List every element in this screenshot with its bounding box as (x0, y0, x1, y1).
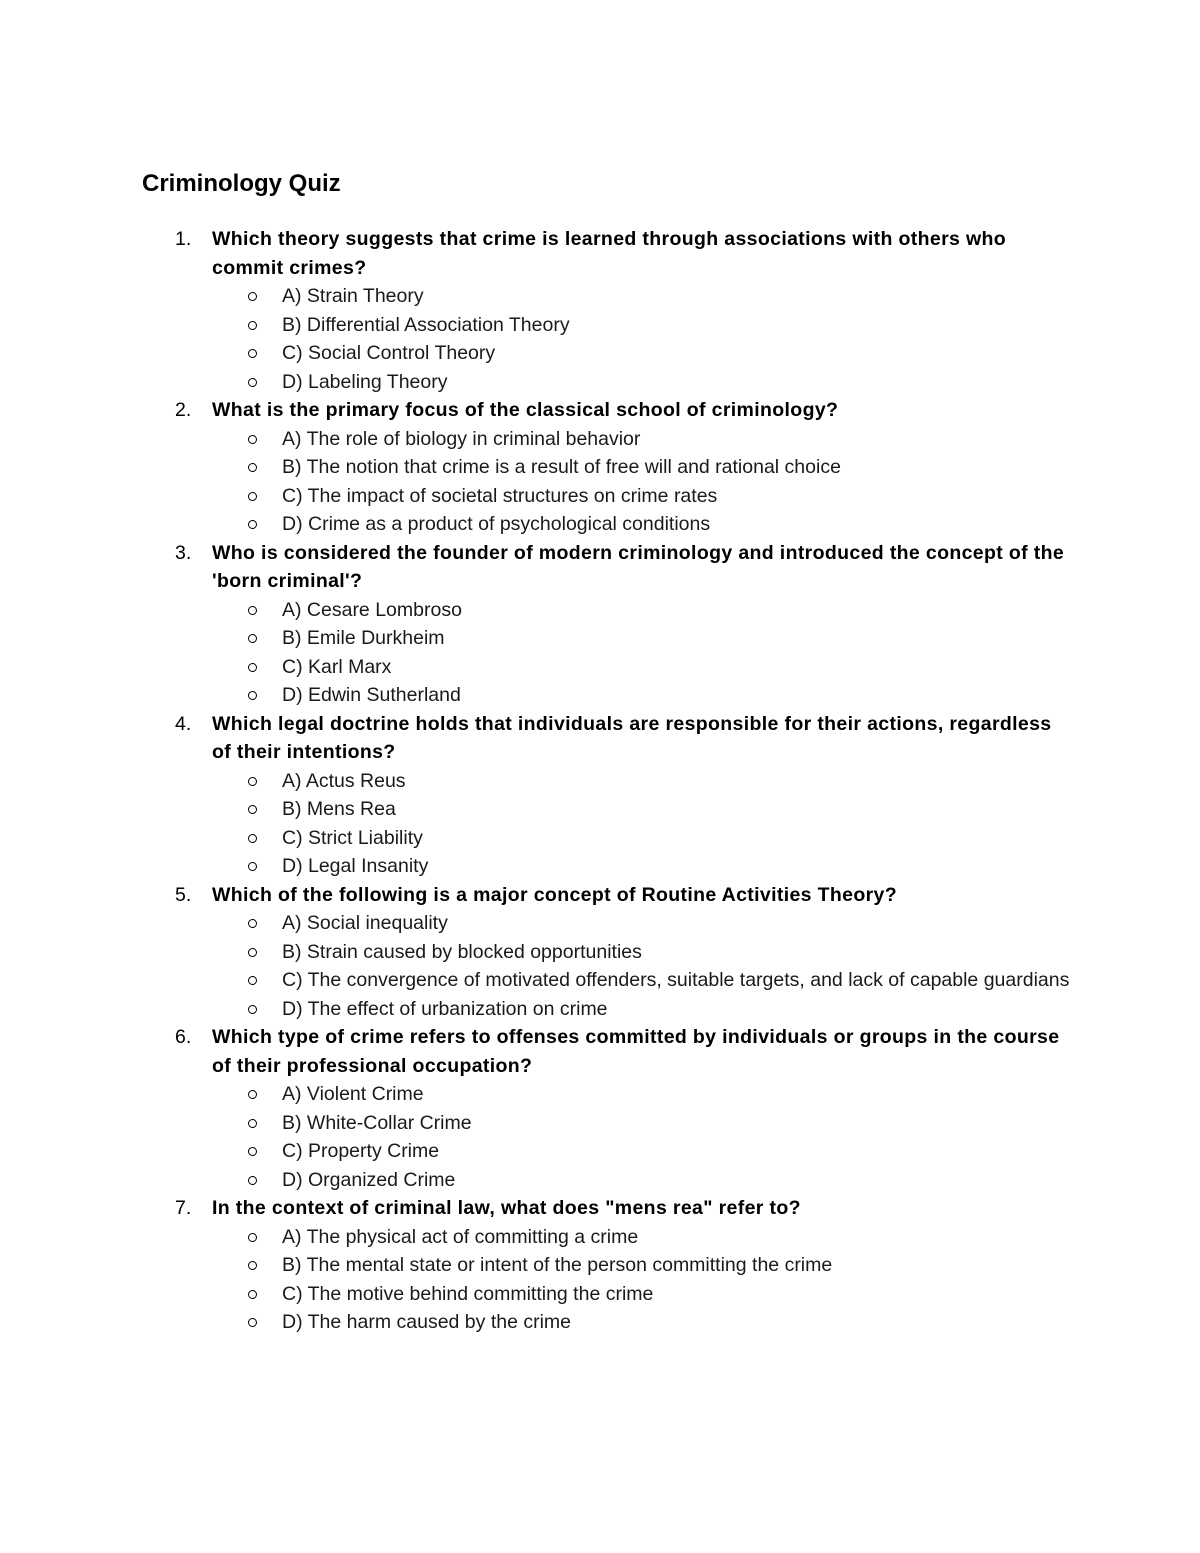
question-number: 2. (175, 399, 192, 421)
question-list (0, 225, 1200, 1337)
hollow-circle-bullet-icon (248, 1261, 257, 1270)
hollow-circle-bullet-icon (248, 634, 257, 643)
option-item (0, 681, 1200, 710)
hollow-circle-bullet-icon (248, 919, 257, 928)
hollow-circle-bullet-icon (248, 1176, 257, 1185)
option-item (0, 653, 1200, 682)
option-text: B) The mental state or intent of the person committing the crime (282, 1254, 833, 1276)
option-item (0, 596, 1200, 625)
option-item (0, 339, 1200, 368)
hollow-circle-bullet-icon (248, 520, 257, 529)
option-text: A) Cesare Lombroso (282, 598, 462, 621)
option-item (0, 795, 1200, 824)
question-text: Which theory suggests that crime is learned through associations with others who commit crimes? (212, 228, 1007, 279)
option-text: D) The harm caused by the crime (282, 1311, 572, 1333)
option-text: B) The notion that crime is a result of free will and rational choice (282, 456, 841, 478)
option-text: D) Legal Insanity (282, 855, 429, 877)
hollow-circle-bullet-icon (248, 805, 257, 814)
option-text: A) Violent Crime (282, 1083, 424, 1105)
hollow-circle-bullet-icon (248, 292, 257, 301)
page-title: Criminology Quiz (142, 170, 341, 197)
hollow-circle-bullet-icon (248, 606, 257, 615)
option-text: A) Social inequality (282, 912, 448, 934)
option-list (0, 767, 1200, 881)
question-text: In the context of criminal law, what does "mens rea" refer to? (212, 1197, 801, 1219)
hollow-circle-bullet-icon (248, 1318, 257, 1327)
question-number: 3. (175, 541, 192, 564)
option-item (0, 938, 1200, 967)
option-text: D) Crime as a product of psychological conditions (282, 513, 711, 535)
option-text: B) Mens Rea (282, 798, 396, 820)
option-item (0, 1109, 1200, 1138)
question-number: 6. (175, 1026, 192, 1048)
option-text: B) Strain caused by blocked opportunities (282, 940, 642, 963)
option-text: D) The effect of urbanization on crime (282, 997, 608, 1020)
option-text: A) Strain Theory (282, 285, 424, 307)
option-item (0, 1137, 1200, 1166)
hollow-circle-bullet-icon (248, 1005, 257, 1014)
option-item (0, 368, 1200, 397)
option-item (0, 510, 1200, 539)
hollow-circle-bullet-icon (248, 321, 257, 330)
hollow-circle-bullet-icon (248, 777, 257, 786)
option-item (0, 311, 1200, 340)
option-list (0, 596, 1200, 710)
question-item (0, 710, 1200, 881)
question-number: 5. (175, 883, 192, 906)
option-text: A) The physical act of committing a crime (282, 1225, 639, 1248)
option-item (0, 1080, 1200, 1109)
option-list (0, 1223, 1200, 1337)
question-number: 7. (175, 1197, 192, 1219)
hollow-circle-bullet-icon (248, 834, 257, 843)
option-item (0, 482, 1200, 511)
hollow-circle-bullet-icon (248, 948, 257, 957)
option-list (0, 909, 1200, 1023)
option-text: B) Emile Durkheim (282, 627, 445, 649)
question-item (0, 1194, 1200, 1337)
hollow-circle-bullet-icon (248, 1147, 257, 1156)
hollow-circle-bullet-icon (248, 1090, 257, 1099)
hollow-circle-bullet-icon (248, 492, 257, 501)
option-item (0, 995, 1200, 1024)
hollow-circle-bullet-icon (248, 1119, 257, 1128)
question-text: Which type of crime refers to offenses committed by individuals or groups in the course of their professional occupation? (212, 1026, 1060, 1077)
option-text: C) Karl Marx (282, 655, 392, 678)
option-item (0, 1280, 1200, 1309)
option-item (0, 1308, 1200, 1337)
option-item (0, 624, 1200, 653)
option-text: C) Social Control Theory (282, 342, 496, 364)
option-text: A) Actus Reus (282, 769, 406, 792)
option-text: C) The motive behind committing the crime (282, 1282, 654, 1305)
option-item (0, 282, 1200, 311)
option-item (0, 966, 1200, 995)
question-text: What is the primary focus of the classical school of criminology? (212, 399, 839, 421)
option-text: C) The impact of societal structures on crime rates (282, 484, 718, 507)
hollow-circle-bullet-icon (248, 862, 257, 871)
question-text: Which of the following is a major concept of Routine Activities Theory? (212, 883, 898, 906)
option-list (0, 282, 1200, 396)
question-item (0, 225, 1200, 396)
hollow-circle-bullet-icon (248, 976, 257, 985)
option-item (0, 425, 1200, 454)
question-item (0, 539, 1200, 710)
hollow-circle-bullet-icon (248, 463, 257, 472)
option-text: D) Organized Crime (282, 1168, 456, 1191)
hollow-circle-bullet-icon (248, 663, 257, 672)
option-text: B) Differential Association Theory (282, 313, 570, 336)
option-list (0, 1080, 1200, 1194)
hollow-circle-bullet-icon (248, 349, 257, 358)
option-text: D) Labeling Theory (282, 370, 448, 393)
question-number: 4. (175, 712, 192, 735)
hollow-circle-bullet-icon (248, 435, 257, 444)
question-item (0, 396, 1200, 539)
question-item (0, 1023, 1200, 1194)
option-item (0, 852, 1200, 881)
question-number: 1. (175, 228, 192, 250)
option-item (0, 767, 1200, 796)
option-item (0, 824, 1200, 853)
option-item (0, 453, 1200, 482)
option-text: B) White-Collar Crime (282, 1111, 472, 1134)
option-list (0, 425, 1200, 539)
option-text: C) Property Crime (282, 1140, 440, 1162)
question-item (0, 881, 1200, 1024)
question-text: Which legal doctrine holds that individuals are responsible for their actions, regardless of their intentions? (212, 712, 1052, 763)
option-text: C) The convergence of motivated offenders, suitable targets, and lack of capable guardians (282, 969, 1070, 991)
option-item (0, 909, 1200, 938)
option-item (0, 1166, 1200, 1195)
hollow-circle-bullet-icon (248, 1233, 257, 1242)
hollow-circle-bullet-icon (248, 691, 257, 700)
hollow-circle-bullet-icon (248, 378, 257, 387)
option-item (0, 1223, 1200, 1252)
option-text: C) Strict Liability (282, 826, 423, 849)
option-item (0, 1251, 1200, 1280)
hollow-circle-bullet-icon (248, 1290, 257, 1299)
option-text: D) Edwin Sutherland (282, 684, 461, 706)
option-text: A) The role of biology in criminal behavior (282, 427, 641, 450)
question-text: Who is considered the founder of modern criminology and introduced the concept of the 'born criminal'? (212, 541, 1065, 592)
